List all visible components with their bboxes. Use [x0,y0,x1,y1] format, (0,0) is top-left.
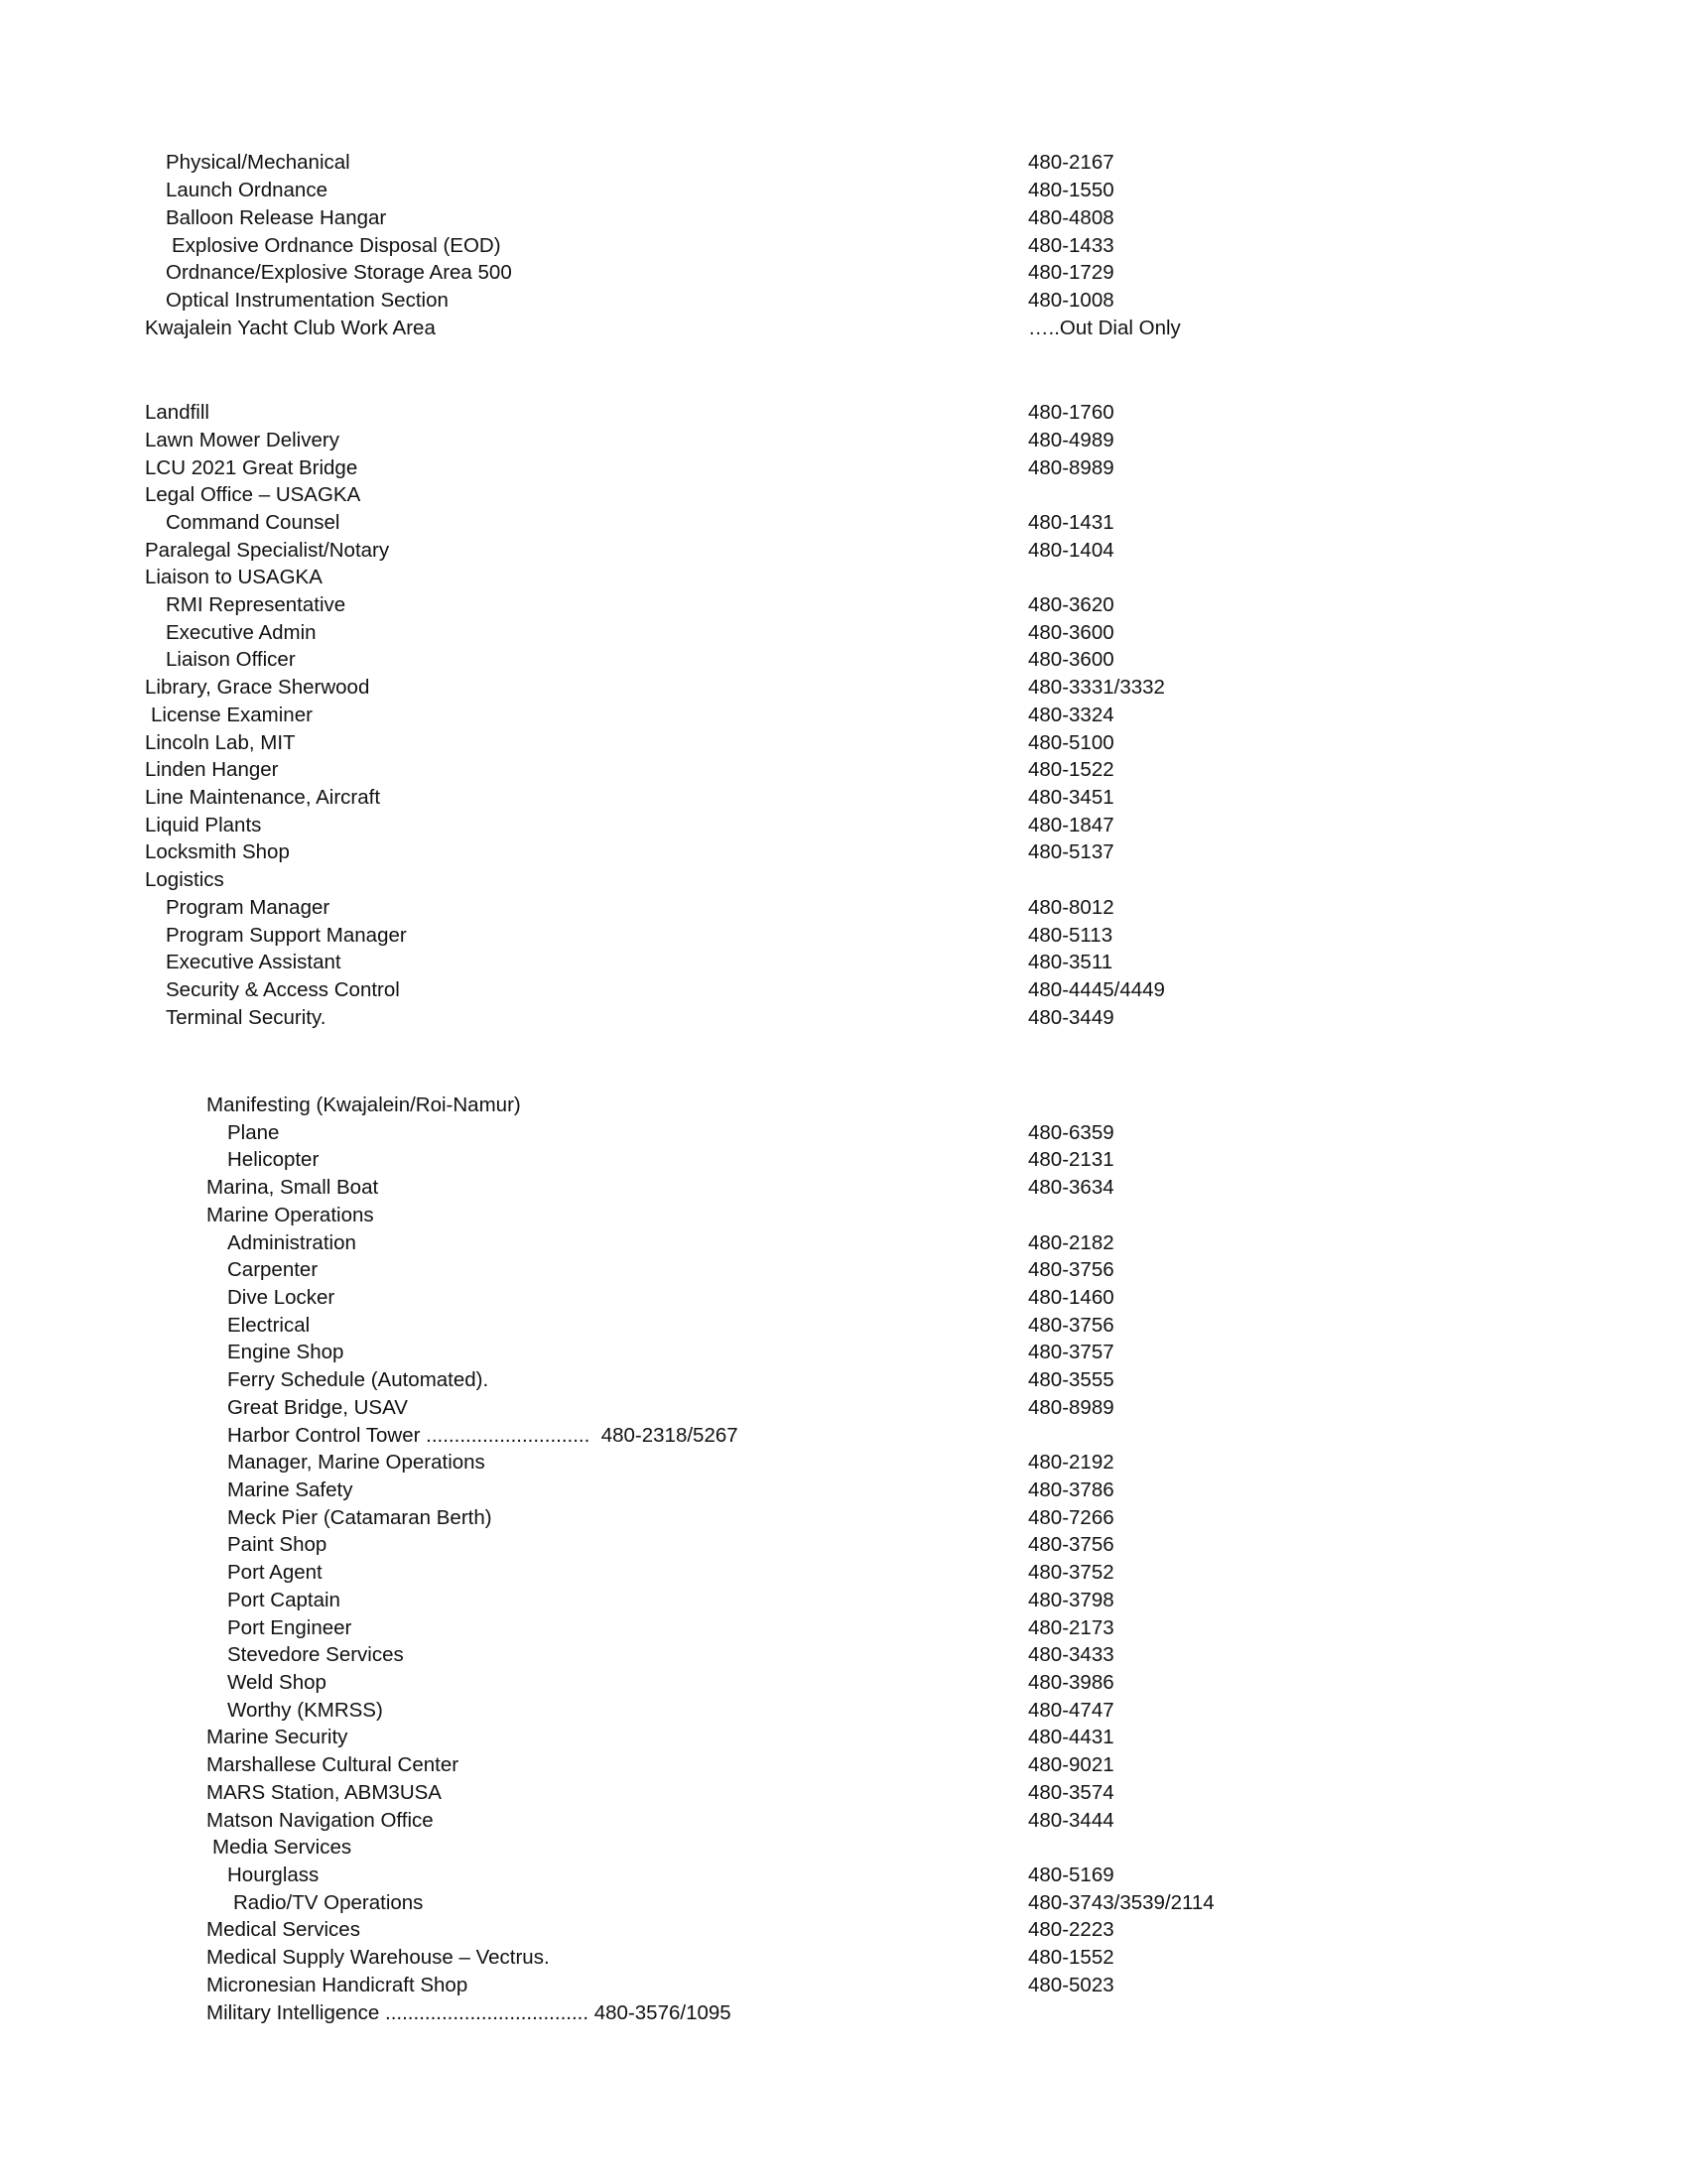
entry-label: Stevedore Services [227,1643,404,1666]
entry-phone-number: 480-5137 [1028,840,1114,863]
directory-entry [0,204,1688,232]
entry-phone-number: 480-3756 [1028,1533,1114,1556]
directory-entry [0,177,1688,204]
directory-entry [0,315,1688,342]
entry-label: License Examiner [151,704,313,726]
directory-entry [0,1559,1688,1587]
entry-label: Meck Pier (Catamaran Berth) [227,1506,492,1529]
entry-phone-number: 480-3449 [1028,1006,1114,1029]
entry-phone-number: 480-5100 [1028,731,1114,754]
entry-phone-number: 480-7266 [1028,1506,1114,1529]
entry-label: Ferry Schedule (Automated). [227,1368,489,1391]
entry-label: Liaison to USAGKA [145,566,323,588]
directory-entry [0,481,1688,509]
directory-entry [0,1477,1688,1504]
directory-entry [0,1146,1688,1174]
entry-label: Paralegal Specialist/Notary [145,539,390,562]
directory-entry [0,1202,1688,1229]
entry-phone-number: 480-2131 [1028,1148,1114,1171]
directory-entry [0,1449,1688,1477]
directory-entry [0,702,1688,729]
directory-entry [0,1972,1688,1999]
entry-label: Marshallese Cultural Center [206,1753,459,1776]
entry-phone-number: 480-1760 [1028,401,1114,424]
directory-entry [0,1669,1688,1697]
entry-label: Liquid Plants [145,814,262,836]
entry-phone-number: 480-4431 [1028,1726,1114,1748]
entry-label: Security & Access Control [166,978,400,1001]
entry-label: Medical Services [206,1918,360,1941]
entry-label: Ordnance/Explosive Storage Area 500 [166,261,512,284]
entry-phone-number: 480-5169 [1028,1863,1114,1886]
directory-entry [0,1422,1688,1450]
entry-label: Manager, Marine Operations [227,1451,485,1474]
entry-label: Matson Navigation Office [206,1809,434,1832]
entry-label: Landfill [145,401,209,424]
entry-label: Military Intelligence .................................... 480-3576/1095 [206,2001,731,2024]
entry-phone-number: 480-4747 [1028,1699,1114,1722]
directory-entry [0,149,1688,177]
entry-phone-number: 480-3331/3332 [1028,676,1165,699]
directory-entry [0,1504,1688,1532]
entry-label: Program Support Manager [166,924,407,947]
entry-phone-number: 480-8012 [1028,896,1114,919]
entry-phone-number: 480-1433 [1028,234,1114,257]
entry-label: Marine Safety [227,1478,353,1501]
directory-entry [0,399,1688,427]
entry-label: Worthy (KMRSS) [227,1699,383,1722]
entry-label: Marine Operations [206,1204,374,1226]
directory-entry [0,591,1688,619]
directory-entry [0,1366,1688,1394]
entry-phone-number: 480-5113 [1028,924,1113,947]
directory-entry [0,537,1688,565]
directory-entry [0,949,1688,976]
directory-entry [0,922,1688,950]
entry-label: Plane [227,1121,280,1144]
entry-label: Administration [227,1231,356,1254]
entry-phone-number: …..Out Dial Only [1028,317,1181,339]
entry-phone-number: 480-4989 [1028,429,1114,451]
entry-label: Kwajalein Yacht Club Work Area [145,317,436,339]
directory-entry [0,619,1688,647]
entry-phone-number: 480-2223 [1028,1918,1114,1941]
directory-entry [0,1312,1688,1340]
directory-entry [0,1889,1688,1917]
directory-entry [0,866,1688,894]
entry-phone-number: 480-6359 [1028,1121,1114,1144]
directory-entry [0,812,1688,839]
directory-entry [0,232,1688,260]
entry-phone-number: 480-1847 [1028,814,1114,836]
entry-phone-number: 480-8989 [1028,1396,1114,1419]
entry-label: Executive Assistant [166,951,341,973]
directory-entry [0,1697,1688,1725]
entry-phone-number: 480-1522 [1028,758,1114,781]
entry-label: Hourglass [227,1863,320,1886]
entry-label: Electrical [227,1314,311,1337]
entry-phone-number: 480-4445/4449 [1028,978,1165,1001]
entry-phone-number: 480-3798 [1028,1589,1114,1611]
entry-label: Physical/Mechanical [166,151,350,174]
entry-label: Optical Instrumentation Section [166,289,449,312]
directory-entry [0,1724,1688,1751]
entry-label: Weld Shop [227,1671,326,1694]
directory-entry [0,1394,1688,1422]
entry-label: Manifesting (Kwajalein/Roi-Namur) [206,1093,521,1116]
directory-entry [0,1531,1688,1559]
entry-phone-number: 480-2192 [1028,1451,1114,1474]
directory-entry [0,509,1688,537]
directory-entry [0,1174,1688,1202]
entry-phone-number: 480-3786 [1028,1478,1114,1501]
entry-phone-number: 480-3743/3539/2114 [1028,1891,1215,1914]
directory-entry [0,1807,1688,1835]
directory-entry [0,838,1688,866]
entry-phone-number: 480-3756 [1028,1258,1114,1281]
directory-entry [0,259,1688,287]
entry-phone-number: 480-3986 [1028,1671,1114,1694]
entry-phone-number: 480-3324 [1028,704,1114,726]
entry-label: MARS Station, ABM3USA [206,1781,442,1804]
entry-label: LCU 2021 Great Bridge [145,456,358,479]
entry-label: Library, Grace Sherwood [145,676,370,699]
entry-phone-number: 480-4808 [1028,206,1114,229]
entry-phone-number: 480-3620 [1028,593,1114,616]
entry-phone-number: 480-1404 [1028,539,1114,562]
entry-phone-number: 480-3433 [1028,1643,1114,1666]
entry-label: Dive Locker [227,1286,335,1309]
entry-label: Command Counsel [166,511,340,534]
entry-phone-number: 480-1550 [1028,179,1114,201]
entry-phone-number: 480-3752 [1028,1561,1114,1584]
entry-phone-number: 480-3600 [1028,648,1114,671]
directory-entry [0,1256,1688,1284]
directory-entry [0,427,1688,454]
entry-phone-number: 480-3756 [1028,1314,1114,1337]
directory-entry [0,756,1688,784]
directory-entry [0,1999,1688,2027]
entry-phone-number: 480-3451 [1028,786,1114,809]
entry-phone-number: 480-2167 [1028,151,1114,174]
entry-label: Medical Supply Warehouse – Vectrus. [206,1946,550,1969]
entry-label: Executive Admin [166,621,317,644]
entry-phone-number: 480-2182 [1028,1231,1114,1254]
entry-label: Balloon Release Hangar [166,206,387,229]
entry-phone-number: 480-3555 [1028,1368,1114,1391]
entry-phone-number: 480-3600 [1028,621,1114,644]
entry-label: Port Engineer [227,1616,352,1639]
directory-entry [0,1834,1688,1862]
entry-label: Explosive Ordnance Disposal (EOD) [172,234,501,257]
directory-entry [0,1641,1688,1669]
entry-phone-number: 480-9021 [1028,1753,1114,1776]
entry-phone-number: 480-1552 [1028,1946,1114,1969]
entry-label: Lawn Mower Delivery [145,429,339,451]
entry-label: Linden Hanger [145,758,279,781]
entry-label: Marina, Small Boat [206,1176,379,1199]
entry-label: Locksmith Shop [145,840,290,863]
entry-label: Port Captain [227,1589,340,1611]
entry-label: Radio/TV Operations [233,1891,424,1914]
entry-phone-number: 480-1008 [1028,289,1114,312]
directory-entry [0,784,1688,812]
entry-label: Logistics [145,868,224,891]
entry-label: Engine Shop [227,1341,344,1363]
directory-entry [0,646,1688,674]
entry-label: Liaison Officer [166,648,296,671]
directory-entry [0,1944,1688,1972]
directory-entry [0,1339,1688,1366]
directory-entry [0,894,1688,922]
directory-entry [0,1284,1688,1312]
entry-phone-number: 480-8989 [1028,456,1114,479]
entry-label: Carpenter [227,1258,319,1281]
entry-label: Lincoln Lab, MIT [145,731,296,754]
entry-phone-number: 480-1431 [1028,511,1114,534]
directory-entry [0,1119,1688,1147]
entry-phone-number: 480-5023 [1028,1974,1114,1996]
entry-label: Paint Shop [227,1533,327,1556]
directory-entry [0,1862,1688,1889]
directory-entry [0,729,1688,757]
directory-entry [0,1587,1688,1614]
directory-entry [0,1751,1688,1779]
entry-label: Media Services [212,1836,352,1859]
directory-entry [0,1092,1688,1119]
entry-label: Helicopter [227,1148,320,1171]
entry-phone-number: 480-1460 [1028,1286,1114,1309]
entry-phone-number: 480-3634 [1028,1176,1114,1199]
entry-label: Great Bridge, USAV [227,1396,408,1419]
entry-label: Harbor Control Tower ............................. 480-2318/5267 [227,1424,738,1447]
directory-entry [0,1916,1688,1944]
entry-label: RMI Representative [166,593,346,616]
entry-phone-number: 480-3574 [1028,1781,1114,1804]
entry-phone-number: 480-1729 [1028,261,1114,284]
entry-label: Program Manager [166,896,330,919]
entry-phone-number: 480-3444 [1028,1809,1114,1832]
directory-entry [0,1779,1688,1807]
directory-entry [0,1004,1688,1032]
entry-phone-number: 480-3757 [1028,1341,1114,1363]
directory-entry [0,1614,1688,1642]
directory-entry [0,454,1688,482]
directory-entry [0,564,1688,591]
entry-label: Port Agent [227,1561,323,1584]
directory-entry [0,287,1688,315]
entry-label: Marine Security [206,1726,348,1748]
entry-phone-number: 480-2173 [1028,1616,1114,1639]
entry-label: Launch Ordnance [166,179,327,201]
entry-label: Legal Office – USAGKA [145,483,361,506]
directory-entry [0,1229,1688,1257]
entry-label: Micronesian Handicraft Shop [206,1974,468,1996]
entry-label: Line Maintenance, Aircraft [145,786,381,809]
entry-label: Terminal Security. [166,1006,326,1029]
directory-entry [0,674,1688,702]
directory-entry [0,976,1688,1004]
entry-phone-number: 480-3511 [1028,951,1113,973]
